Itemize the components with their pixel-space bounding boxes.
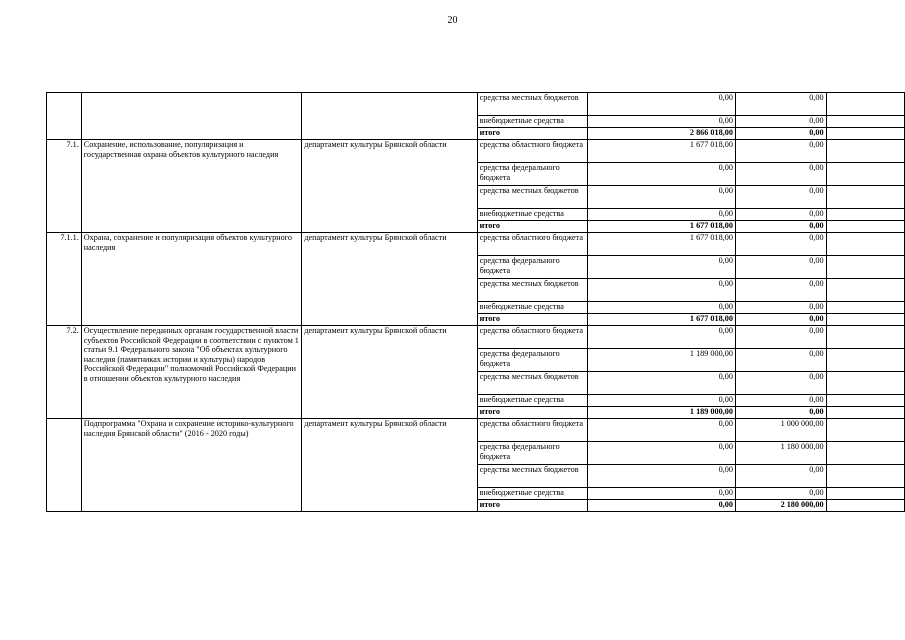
funding-source: средства областного бюджета: [477, 233, 588, 256]
amount-value-1: 1 677 018,00: [588, 314, 735, 326]
table-row: [47, 326, 905, 349]
amount-value-2: 0,00: [735, 209, 826, 221]
budget-table: [46, 92, 905, 512]
empty-cell: [826, 465, 904, 488]
amount-value-2: 0,00: [735, 93, 826, 116]
section-number: [47, 93, 82, 140]
empty-cell: [826, 395, 904, 407]
empty-cell: [826, 314, 904, 326]
funding-source: средства местных бюджетов: [477, 279, 588, 302]
empty-cell: [826, 93, 904, 116]
funding-source: средства местных бюджетов: [477, 372, 588, 395]
amount-value-1: 0,00: [588, 302, 735, 314]
amount-value-1: 0,00: [588, 256, 735, 279]
funding-source: средства областного бюджета: [477, 140, 588, 163]
section-name: Осуществление переданных органам государственной власти субъектов Российской Федерации в соответствии с пунктом 1 статьи 9.1 Федерального закона "Об объектах культурного наследия (памятниках истории и культуры) народов Российской Федерации" полномочий Российской Федерации в отношении объектов культурного наследия: [81, 326, 302, 419]
empty-cell: [826, 256, 904, 279]
amount-value-2: 0,00: [735, 488, 826, 500]
amount-value-2: 0,00: [735, 221, 826, 233]
empty-cell: [826, 140, 904, 163]
section-name: [81, 93, 302, 140]
amount-value-1: 0,00: [588, 163, 735, 186]
amount-value-2: 0,00: [735, 407, 826, 419]
amount-value-2: 0,00: [735, 395, 826, 407]
amount-value-2: 0,00: [735, 163, 826, 186]
amount-value-1: 0,00: [588, 465, 735, 488]
section-executor: [302, 93, 477, 140]
empty-cell: [826, 442, 904, 465]
amount-value-2: 0,00: [735, 233, 826, 256]
empty-cell: [826, 488, 904, 500]
amount-value-1: 0,00: [588, 395, 735, 407]
amount-value-1: 0,00: [588, 209, 735, 221]
funding-source: итого: [477, 314, 588, 326]
table-body: [47, 93, 905, 512]
amount-value-2: 0,00: [735, 116, 826, 128]
amount-value-1: 2 866 018,00: [588, 128, 735, 140]
table-row: [47, 93, 905, 116]
amount-value-1: 0,00: [588, 186, 735, 209]
amount-value-2: 0,00: [735, 326, 826, 349]
empty-cell: [826, 128, 904, 140]
amount-value-2: 0,00: [735, 349, 826, 372]
amount-value-2: 1 000 000,00: [735, 419, 826, 442]
section-number: 7.2.: [47, 326, 82, 419]
funding-source: итого: [477, 407, 588, 419]
amount-value-2: 0,00: [735, 279, 826, 302]
section-name: Подпрограмма "Охрана и сохранение историко-культурного наследия Брянской области" (2016 - 2020 годы): [81, 419, 302, 512]
funding-source: итого: [477, 128, 588, 140]
section-number: 7.1.: [47, 140, 82, 233]
empty-cell: [826, 116, 904, 128]
funding-source: средства федерального бюджета: [477, 349, 588, 372]
amount-value-2: 0,00: [735, 372, 826, 395]
amount-value-2: 0,00: [735, 314, 826, 326]
funding-source: внебюджетные средства: [477, 116, 588, 128]
amount-value-1: 0,00: [588, 93, 735, 116]
funding-source: внебюджетные средства: [477, 302, 588, 314]
amount-value-1: 0,00: [588, 419, 735, 442]
section-executor: департамент культуры Брянской области: [302, 419, 477, 512]
funding-source: средства местных бюджетов: [477, 465, 588, 488]
amount-value-1: 1 677 018,00: [588, 140, 735, 163]
section-executor: департамент культуры Брянской области: [302, 326, 477, 419]
amount-value-2: 1 180 000,00: [735, 442, 826, 465]
empty-cell: [826, 302, 904, 314]
amount-value-2: 0,00: [735, 302, 826, 314]
amount-value-1: 0,00: [588, 442, 735, 465]
funding-source: средства федерального бюджета: [477, 256, 588, 279]
funding-source: внебюджетные средства: [477, 488, 588, 500]
table-row: [47, 233, 905, 256]
empty-cell: [826, 407, 904, 419]
table-row: [47, 140, 905, 163]
empty-cell: [826, 233, 904, 256]
funding-source: средства областного бюджета: [477, 419, 588, 442]
amount-value-1: 1 677 018,00: [588, 233, 735, 256]
section-name: Сохранение, использование, популяризация и государственная охрана объектов культурного наследия: [81, 140, 302, 233]
funding-source: внебюджетные средства: [477, 209, 588, 221]
section-executor: департамент культуры Брянской области: [302, 233, 477, 326]
section-number: 7.1.1.: [47, 233, 82, 326]
section-name: Охрана, сохранение и популяризация объектов культурного наследия: [81, 233, 302, 326]
amount-value-1: 0,00: [588, 488, 735, 500]
empty-cell: [826, 163, 904, 186]
amount-value-1: 0,00: [588, 326, 735, 349]
table-row: [47, 419, 905, 442]
funding-source: итого: [477, 221, 588, 233]
amount-value-1: 0,00: [588, 372, 735, 395]
empty-cell: [826, 326, 904, 349]
amount-value-2: 0,00: [735, 140, 826, 163]
funding-source: средства федерального бюджета: [477, 442, 588, 465]
empty-cell: [826, 279, 904, 302]
empty-cell: [826, 419, 904, 442]
page-number: 20: [447, 15, 458, 26]
amount-value-2: 0,00: [735, 256, 826, 279]
amount-value-2: 0,00: [735, 465, 826, 488]
funding-source: средства областного бюджета: [477, 326, 588, 349]
empty-cell: [826, 209, 904, 221]
funding-source: средства местных бюджетов: [477, 186, 588, 209]
empty-cell: [826, 221, 904, 233]
funding-source: итого: [477, 500, 588, 512]
funding-source: средства федерального бюджета: [477, 163, 588, 186]
funding-source: средства местных бюджетов: [477, 93, 588, 116]
amount-value-1: 1 677 018,00: [588, 221, 735, 233]
empty-cell: [826, 372, 904, 395]
amount-value-1: 1 189 000,00: [588, 349, 735, 372]
funding-source: внебюджетные средства: [477, 395, 588, 407]
empty-cell: [826, 349, 904, 372]
amount-value-1: 0,00: [588, 279, 735, 302]
section-executor: департамент культуры Брянской области: [302, 140, 477, 233]
amount-value-2: 0,00: [735, 186, 826, 209]
amount-value-1: 0,00: [588, 500, 735, 512]
section-number: [47, 419, 82, 512]
empty-cell: [826, 500, 904, 512]
amount-value-1: 1 189 000,00: [588, 407, 735, 419]
empty-cell: [826, 186, 904, 209]
amount-value-2: 0,00: [735, 128, 826, 140]
amount-value-1: 0,00: [588, 116, 735, 128]
amount-value-2: 2 180 000,00: [735, 500, 826, 512]
